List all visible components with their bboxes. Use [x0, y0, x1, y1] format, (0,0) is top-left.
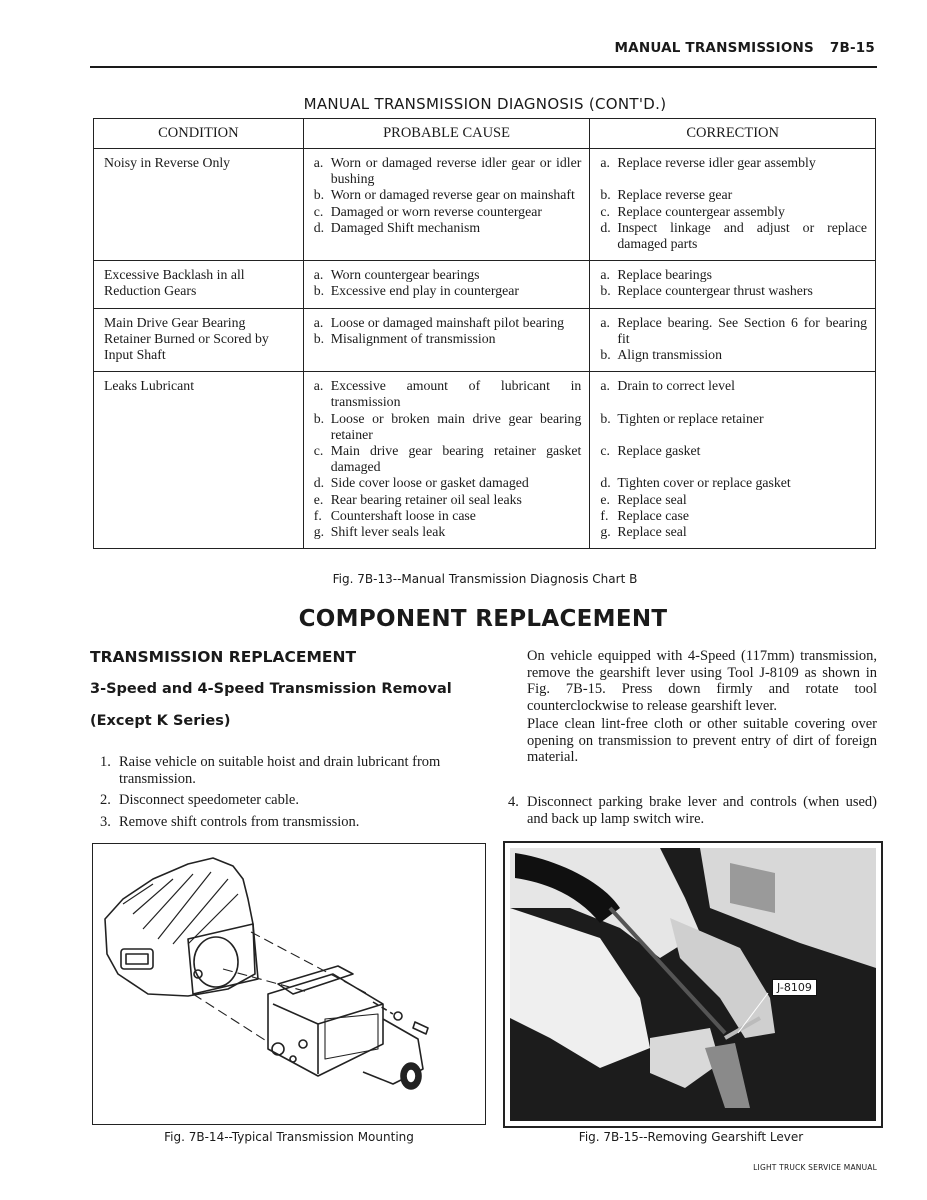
step-text: Raise vehicle on suitable hoist and drain lubricant from transmission.: [119, 754, 441, 787]
condition-cell: Leaks Lubricant: [94, 372, 304, 549]
cause-cell: [303, 149, 590, 261]
cause-item: [314, 267, 582, 283]
item-letter: e.: [313, 491, 324, 507]
figure-caption-7b-13: Fig. 7B-13--Manual Transmission Diagnosis Chart B: [332, 572, 638, 586]
item-text: Countershaft loose in case: [330, 507, 476, 523]
item-text: Loose or broken main drive gear bearing retainer: [330, 410, 582, 442]
item-text: Replace seal: [617, 524, 687, 540]
column-header-cause: PROBABLE CAUSE: [303, 119, 590, 149]
tool-callout-label: J-8109: [772, 979, 817, 996]
item-text: Replace countergear thrust washers: [617, 283, 813, 299]
correction-item: [600, 475, 867, 491]
correction-item: [600, 524, 867, 540]
cause-item: [314, 492, 582, 508]
cause-item: [314, 204, 582, 220]
running-header: [615, 40, 875, 56]
note-paragraph: On vehicle equipped with 4-Speed (117mm) transmission, remove the gearshift lever using Tool J-8109 as shown in Fig. 7B-15. Press down firmly and rotate tool counterclockwise to release gearshift lever.: [527, 648, 877, 714]
cause-item: [314, 508, 582, 524]
correction-item: [600, 220, 867, 252]
step-item: [100, 754, 480, 787]
transmission-exploded-drawing-icon: [93, 844, 485, 1124]
item-letter: a.: [600, 267, 610, 283]
diagnosis-table-title: MANUAL TRANSMISSION DIAGNOSIS (CONT'D.): [303, 95, 667, 113]
correction-item: [600, 443, 867, 475]
section-heading: TRANSMISSION REPLACEMENT: [90, 648, 357, 666]
item-letter: d.: [313, 219, 325, 235]
running-header-section: MANUAL TRANSMISSIONS: [614, 40, 814, 56]
item-letter: a.: [600, 378, 610, 394]
correction-item: [600, 411, 867, 443]
table-row: [94, 149, 876, 261]
item-text: Worn or damaged reverse idler gear or idler bushing: [330, 155, 582, 187]
correction-item: [600, 508, 867, 524]
item-text: Worn countergear bearings: [330, 267, 480, 283]
item-text: Excessive amount of lubricant in transmission: [330, 378, 582, 410]
table-header-row: [94, 119, 876, 149]
item-text: Misalignment of transmission: [330, 330, 496, 346]
correction-item: [600, 204, 867, 220]
figure-7b-15: [503, 841, 883, 1128]
item-letter: c.: [600, 203, 610, 219]
item-letter: c.: [313, 203, 324, 219]
header-rule: [90, 66, 877, 68]
correction-item: [600, 492, 867, 508]
item-letter: f.: [313, 507, 322, 523]
item-letter: e.: [600, 491, 610, 507]
item-text: Replace countergear assembly: [617, 203, 785, 219]
item-letter: c.: [313, 443, 324, 459]
note-paragraph: Place clean lint-free cloth or other suitable covering over opening on transmission to prevent entry of dirt of foreign material.: [527, 716, 877, 765]
cause-cell: [303, 261, 590, 308]
table-row: [94, 308, 876, 372]
section-title: COMPONENT REPLACEMENT: [298, 606, 668, 632]
step-text: Disconnect parking brake lever and controls (when used) and back up lamp switch wire.: [527, 794, 877, 827]
figure-caption-7b-15: Fig. 7B-15--Removing Gearshift Lever: [578, 1130, 804, 1144]
item-letter: d.: [600, 475, 611, 491]
item-letter: d.: [600, 219, 611, 235]
item-letter: b.: [313, 410, 325, 426]
item-letter: a.: [313, 267, 324, 283]
cause-item: [314, 443, 582, 475]
item-letter: a.: [313, 314, 324, 330]
cause-item: [314, 155, 582, 187]
item-letter: b.: [313, 330, 325, 346]
cause-item: [314, 475, 582, 491]
correction-item: [600, 315, 867, 347]
item-letter: d.: [313, 475, 325, 491]
item-letter: f.: [600, 507, 609, 523]
step-number: 3.: [100, 813, 111, 830]
item-text: Shift lever seals leak: [330, 524, 446, 540]
item-text: Damaged or worn reverse countergear: [330, 203, 542, 219]
cause-item: [314, 411, 582, 443]
cause-item: [314, 331, 582, 347]
step-number: 1.: [100, 754, 111, 770]
procedure-steps: [100, 754, 480, 835]
table-row: [94, 372, 876, 549]
correction-cell: [590, 308, 876, 372]
correction-item: [600, 283, 867, 299]
item-text: Replace reverse idler gear assembly: [617, 155, 816, 170]
item-letter: a.: [600, 155, 610, 170]
item-text: Replace bearings: [617, 267, 712, 283]
item-letter: b.: [313, 187, 325, 203]
figure-7b-14: [92, 843, 486, 1125]
item-letter: b.: [600, 410, 611, 426]
correction-item: [600, 347, 867, 363]
condition-cell: Main Drive Gear Bearing Retainer Burned or Scored by Input Shaft: [94, 308, 304, 372]
column-header-correction: CORRECTION: [590, 119, 876, 149]
gearshift-removal-photo-icon: [510, 848, 876, 1121]
step-text: Remove shift controls from transmission.: [119, 813, 360, 830]
item-text: Replace reverse gear: [617, 187, 733, 203]
correction-item: [600, 155, 867, 187]
item-letter: a.: [313, 378, 324, 394]
correction-item: [600, 187, 867, 203]
step-item: [100, 792, 480, 809]
item-text: Damaged Shift mechanism: [330, 219, 481, 235]
procedure-heading: 3-Speed and 4-Speed Transmission Removal: [90, 681, 452, 697]
step-number: 4.: [508, 794, 519, 810]
item-text: Drain to correct level: [617, 378, 735, 394]
cause-cell: [303, 308, 590, 372]
item-text: Replace seal: [617, 491, 687, 507]
item-text: Replace bearing. See Section 6 for bearing fit: [617, 314, 867, 346]
item-text: Replace case: [617, 507, 689, 523]
cause-item: [314, 187, 582, 203]
step-item: [100, 814, 480, 831]
item-text: Align transmission: [617, 347, 722, 363]
cause-cell: [303, 372, 590, 549]
item-text: Side cover loose or gasket damaged: [330, 475, 529, 491]
cause-item: [314, 220, 582, 236]
figure-caption-7b-14: Fig. 7B-14--Typical Transmission Mounting: [164, 1130, 414, 1144]
correction-item: [600, 267, 867, 283]
cause-item: [314, 524, 582, 540]
footer-text: LIGHT TRUCK SERVICE MANUAL: [753, 1163, 877, 1172]
correction-cell: [590, 149, 876, 261]
item-letter: c.: [600, 443, 610, 459]
correction-cell: [590, 261, 876, 308]
diagnosis-table: [93, 118, 876, 549]
item-text: Loose or damaged mainshaft pilot bearing: [330, 314, 565, 330]
table-row: [94, 261, 876, 308]
item-letter: b.: [313, 283, 325, 299]
item-text: Rear bearing retainer oil seal leaks: [330, 491, 522, 507]
procedure-subheading: (Except K Series): [90, 713, 231, 729]
item-text: Tighten cover or replace gasket: [617, 475, 791, 491]
item-letter: b.: [600, 347, 611, 363]
condition-cell: Noisy in Reverse Only: [94, 149, 304, 261]
item-text: Excessive end play in countergear: [330, 283, 519, 299]
correction-item: [600, 378, 867, 410]
item-letter: a.: [600, 314, 610, 330]
column-header-condition: CONDITION: [94, 119, 304, 149]
step-number: 2.: [100, 792, 111, 808]
item-text: Worn or damaged reverse gear on mainshaft: [330, 187, 575, 203]
item-text: Replace gasket: [617, 443, 701, 459]
item-letter: b.: [600, 187, 611, 203]
cause-item: [314, 315, 582, 331]
cause-item: [314, 283, 582, 299]
item-letter: g.: [600, 524, 611, 540]
cause-item: [314, 378, 582, 410]
item-letter: a.: [313, 155, 324, 170]
page-number: 7B-15: [829, 40, 875, 56]
item-text: Main drive gear bearing retainer gasket damaged: [330, 443, 582, 475]
item-letter: b.: [600, 283, 611, 299]
item-letter: g.: [313, 524, 325, 540]
item-text: Inspect linkage and adjust or replace damaged parts: [617, 219, 867, 252]
correction-cell: [590, 372, 876, 549]
item-text: Tighten or replace retainer: [617, 410, 764, 426]
step-text: Disconnect speedometer cable.: [119, 792, 299, 808]
condition-cell: Excessive Backlash in all Reduction Gears: [94, 261, 304, 308]
step-item: [508, 794, 877, 827]
